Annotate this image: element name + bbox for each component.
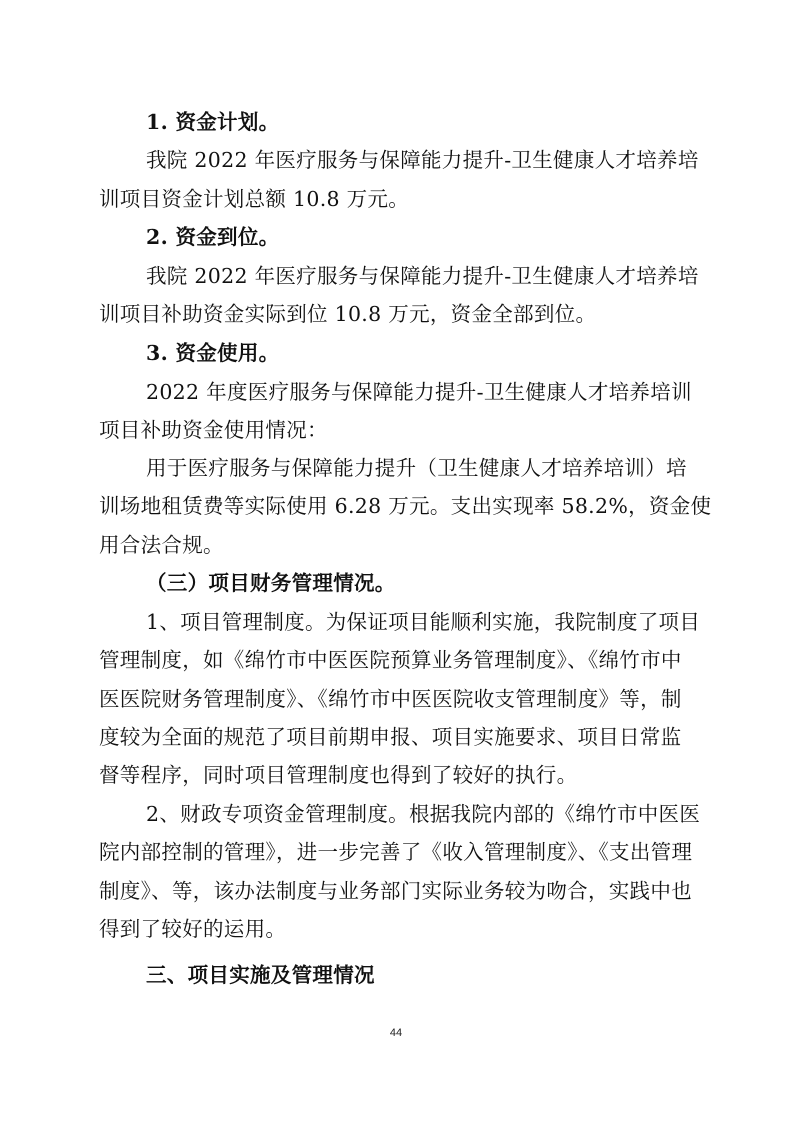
- section-3-text: 训场地租赁费等实际使用 6.28 万元。支出实现率 58.2%，资金使: [99, 494, 712, 518]
- section-1-text: 我院 2022 年医疗服务与保障能力提升-卫生健康人才培养培: [146, 148, 699, 172]
- section-3-text: 用于医疗服务与保障能力提升（卫生健康人才培养培训）培: [146, 456, 687, 480]
- section-3-heading: 3. 资金使用。: [146, 341, 280, 365]
- paragraph-1-text: 管理制度，如《绵竹市中医医院预算业务管理制度》、《绵竹市中: [99, 648, 682, 672]
- subsection-heading: （三）项目财务管理情况。: [146, 571, 396, 595]
- paragraph-2-text: 得到了较好的运用。: [99, 917, 287, 941]
- paragraph-2-text: 院内部控制的管理》，进一步完善了《收入管理制度》、《支出管理: [99, 840, 693, 864]
- section-2-text: 我院 2022 年医疗服务与保障能力提升-卫生健康人才培养培: [146, 264, 699, 288]
- section-2-heading: 2. 资金到位。: [146, 225, 280, 249]
- paragraph-1-text: 1、项目管理制度。为保证项目能顺利实施，我院制度了项目: [146, 610, 701, 634]
- page-number: 44: [389, 1027, 403, 1039]
- paragraph-1-text: 督等程序，同时项目管理制度也得到了较好的执行。: [99, 763, 578, 787]
- section-1-text: 训项目资金计划总额 10.8 万元。: [99, 187, 410, 211]
- paragraph-1-text: 度较为全面的规范了项目前期申报、项目实施要求、项目日常监: [99, 725, 682, 749]
- section-1-heading: 1. 资金计划。: [146, 110, 280, 134]
- section-3-text: 用合法合规。: [99, 533, 224, 557]
- section-3-text: 项目补助资金使用情况：: [99, 418, 328, 442]
- section-2-text: 训项目补助资金实际到位 10.8 万元，资金全部到位。: [99, 302, 597, 326]
- paragraph-2-text: 2、财政专项资金管理制度。根据我院内部的《绵竹市中医医: [146, 802, 701, 826]
- paragraph-1-text: 医医院财务管理制度》、《绵竹市中医医院收支管理制度》等，制: [99, 687, 682, 711]
- section-3-text: 2022 年度医疗服务与保障能力提升-卫生健康人才培养培训: [146, 380, 692, 404]
- paragraph-2-text: 制度》、等，该办法制度与业务部门实际业务较为吻合，实践中也: [99, 879, 692, 903]
- chapter-heading: 三、项目实施及管理情况: [146, 963, 375, 987]
